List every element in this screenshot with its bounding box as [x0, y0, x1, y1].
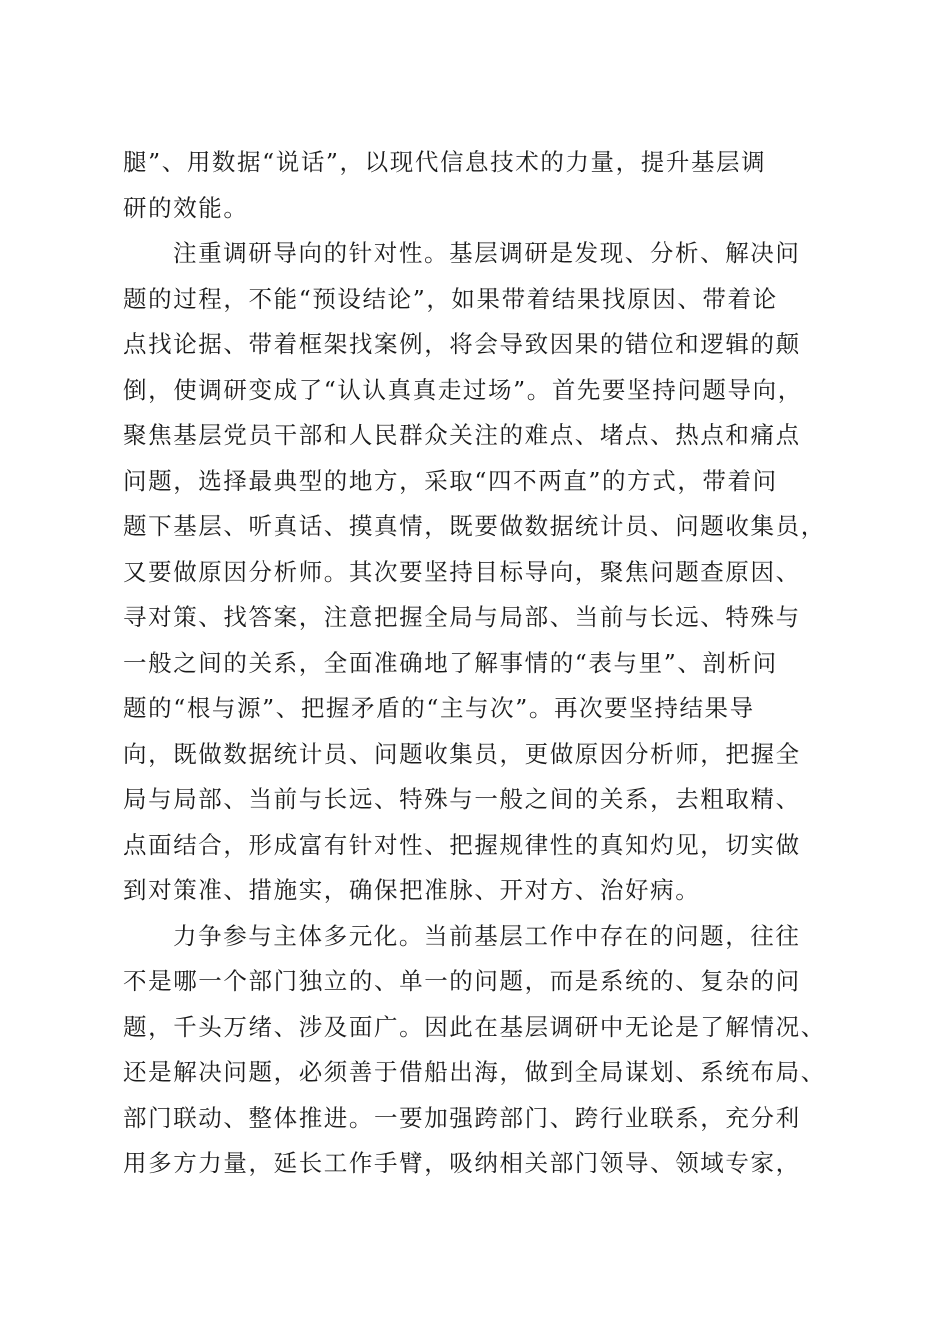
paragraph-start-line: 力争参与主体多元化。当前基层工作中存在的问题，往往 — [173, 921, 801, 950]
text-line: 题的“根与源”、把握矛盾的“主与次”。再次要坚持结果导 — [123, 694, 755, 722]
text-line: 问题，选择最典型的地方，采取“四不两直”的方式，带着问 — [123, 466, 778, 495]
text-line: 还是解决问题，必须善于借船出海，做到全局谋划、系统布局、 — [123, 1058, 826, 1086]
text-line: 一般之间的关系，全面准确地了解事情的“表与里”、剖析问 — [123, 648, 778, 677]
text-line: 又要做原因分析师。其次要坚持目标导向，聚焦问题查原因、 — [123, 557, 801, 586]
text-line: 寻对策、找答案，注意把握全局与局部、当前与长远、特殊与 — [123, 603, 801, 631]
text-line: 题下基层、听真话、摸真情，既要做数据统计员、问题收集员， — [123, 512, 826, 540]
text-line: 到对策准、措施实，确保把准脉、开对方、治好病。 — [123, 876, 701, 904]
paragraph-start-line: 注重调研导向的针对性。基层调研是发现、分析、解决问 — [173, 239, 801, 267]
text-line: 研的效能。 — [123, 193, 249, 222]
text-line: 倒，使调研变成了“认认真真走过场”。首先要坚持问题导向， — [123, 375, 803, 404]
text-line: 部门联动、整体推进。一要加强跨部门、跨行业联系，充分利 — [123, 1103, 801, 1132]
text-line: 不是哪一个部门独立的、单一的问题，而是系统的、复杂的问 — [123, 967, 801, 995]
text-line: 用多方力量，延长工作手臂，吸纳相关部门领导、领域专家， — [123, 1149, 801, 1177]
text-line: 点面结合，形成富有针对性、把握规律性的真知灼见，切实做 — [123, 830, 801, 859]
text-line: 局与局部、当前与长远、特殊与一般之间的关系，去粗取精、 — [123, 785, 801, 813]
text-line: 点找论据、带着框架找案例，将会导致因果的错位和逻辑的颠 — [123, 330, 801, 358]
text-line: 腿”、用数据“说话”，以现代信息技术的力量，提升基层调 — [123, 148, 767, 176]
text-line: 聚焦基层党员干部和人民群众关注的难点、堵点、热点和痛点 — [123, 421, 801, 449]
body-text — [123, 140, 839, 1187]
text-line: 向，既做数据统计员、问题收集员，更做原因分析师，把握全 — [123, 739, 801, 768]
text-line: 题，千头万绪、涉及面广。因此在基层调研中无论是了解情况、 — [123, 1012, 826, 1041]
text-line: 题的过程，不能“预设结论”，如果带着结果找原因、带着论 — [123, 284, 778, 313]
